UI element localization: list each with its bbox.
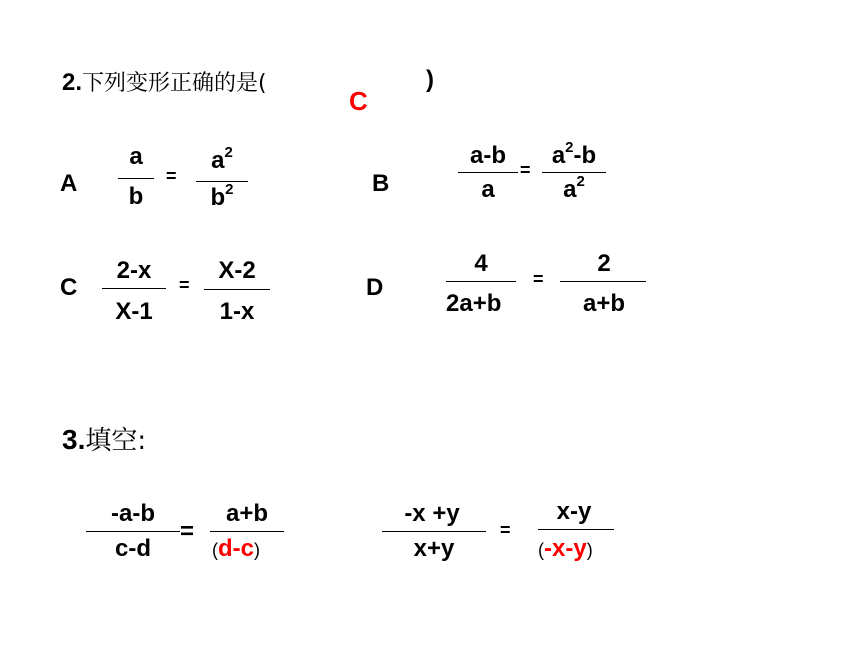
question-3-number: 3. bbox=[62, 424, 86, 455]
option-b-equals: = bbox=[520, 160, 531, 180]
q3-left-close-paren: ) bbox=[254, 540, 260, 560]
q3-right-close-paren: ) bbox=[586, 540, 593, 560]
q3-left-answer: d-c bbox=[218, 535, 254, 562]
option-c-rhs-fraction-bar bbox=[204, 289, 270, 290]
q3-right-rhs-denominator bbox=[538, 535, 593, 563]
q3-right-answer: -x-y bbox=[544, 535, 587, 562]
option-d-lhs-numerator: 4 bbox=[474, 250, 488, 277]
option-b-lhs-denominator: a bbox=[481, 176, 495, 203]
option-c-letter: C bbox=[60, 274, 78, 301]
q3-left-rhs-fraction-bar bbox=[210, 531, 284, 532]
option-d-equals: = bbox=[533, 269, 544, 289]
question-2-prompt: 下列变形正确的是( bbox=[82, 71, 267, 96]
option-b-rhs-numerator: $a^2-b$ bbox=[551, 139, 597, 169]
question-2-close-paren: ) bbox=[426, 66, 434, 93]
q3-right-rhs-fraction-bar bbox=[538, 529, 614, 530]
option-a-letter: A bbox=[60, 170, 78, 197]
option-a-lhs-fraction-bar bbox=[118, 178, 154, 179]
q3-right-lhs-numerator: -x +y bbox=[404, 500, 460, 527]
option-c-lhs-denominator: X-1 bbox=[115, 298, 153, 325]
q3-left-lhs-fraction-bar bbox=[86, 531, 180, 532]
question-3-prompt: 填空: bbox=[85, 426, 147, 456]
option-b-rhs-fraction-bar bbox=[542, 172, 606, 173]
q3-left-open-paren: ( bbox=[212, 540, 218, 560]
q3-left-equals: = bbox=[180, 518, 195, 545]
q3-left-rhs-denominator bbox=[212, 535, 260, 563]
option-c-equals: = bbox=[179, 275, 190, 295]
q3-left-lhs-numerator: -a-b bbox=[111, 500, 155, 527]
option-a-rhs-denominator: $b^2$ bbox=[210, 181, 234, 211]
question-3-title bbox=[62, 420, 146, 457]
option-d-rhs-denominator: a+b bbox=[582, 290, 626, 317]
option-c-rhs-denominator: 1-x bbox=[219, 298, 255, 325]
option-d-rhs-fraction-bar bbox=[560, 281, 646, 282]
option-c-lhs-numerator: 2-x bbox=[116, 257, 152, 284]
option-a-equals: = bbox=[166, 166, 177, 186]
option-b-lhs-fraction-bar bbox=[458, 172, 518, 173]
option-b-lhs-numerator: a-b bbox=[470, 142, 506, 169]
option-d-rhs-numerator: 2 bbox=[597, 250, 611, 277]
option-c-lhs-fraction-bar bbox=[102, 288, 166, 289]
option-d-lhs-fraction-bar bbox=[446, 281, 516, 282]
option-d-letter: D bbox=[366, 274, 384, 301]
option-a-rhs-numerator: $a^2$ bbox=[211, 144, 233, 174]
question-2-title bbox=[62, 66, 267, 97]
option-c-rhs-numerator: X-2 bbox=[218, 257, 256, 284]
question-2-number: 2. bbox=[62, 69, 83, 96]
option-a-lhs-numerator: a bbox=[129, 143, 143, 170]
q3-left-lhs-denominator: c-d bbox=[115, 535, 151, 562]
q3-right-equals: = bbox=[500, 520, 511, 540]
option-b-rhs-denominator: $a^2$ bbox=[563, 173, 585, 203]
question-2-answer: C bbox=[349, 86, 368, 116]
q3-left-rhs-numerator: a+b bbox=[225, 500, 269, 527]
option-a-lhs-denominator: b bbox=[128, 183, 144, 210]
q3-right-lhs-denominator: x+y bbox=[413, 535, 455, 562]
q3-right-lhs-fraction-bar bbox=[382, 531, 486, 532]
option-d-lhs-denominator: 2a+b bbox=[446, 290, 502, 317]
q3-right-rhs-numerator: x-y bbox=[556, 498, 592, 525]
option-a-rhs-fraction-bar bbox=[196, 181, 248, 182]
option-b-letter: B bbox=[372, 170, 390, 197]
q3-right-open-paren: ( bbox=[538, 540, 544, 560]
